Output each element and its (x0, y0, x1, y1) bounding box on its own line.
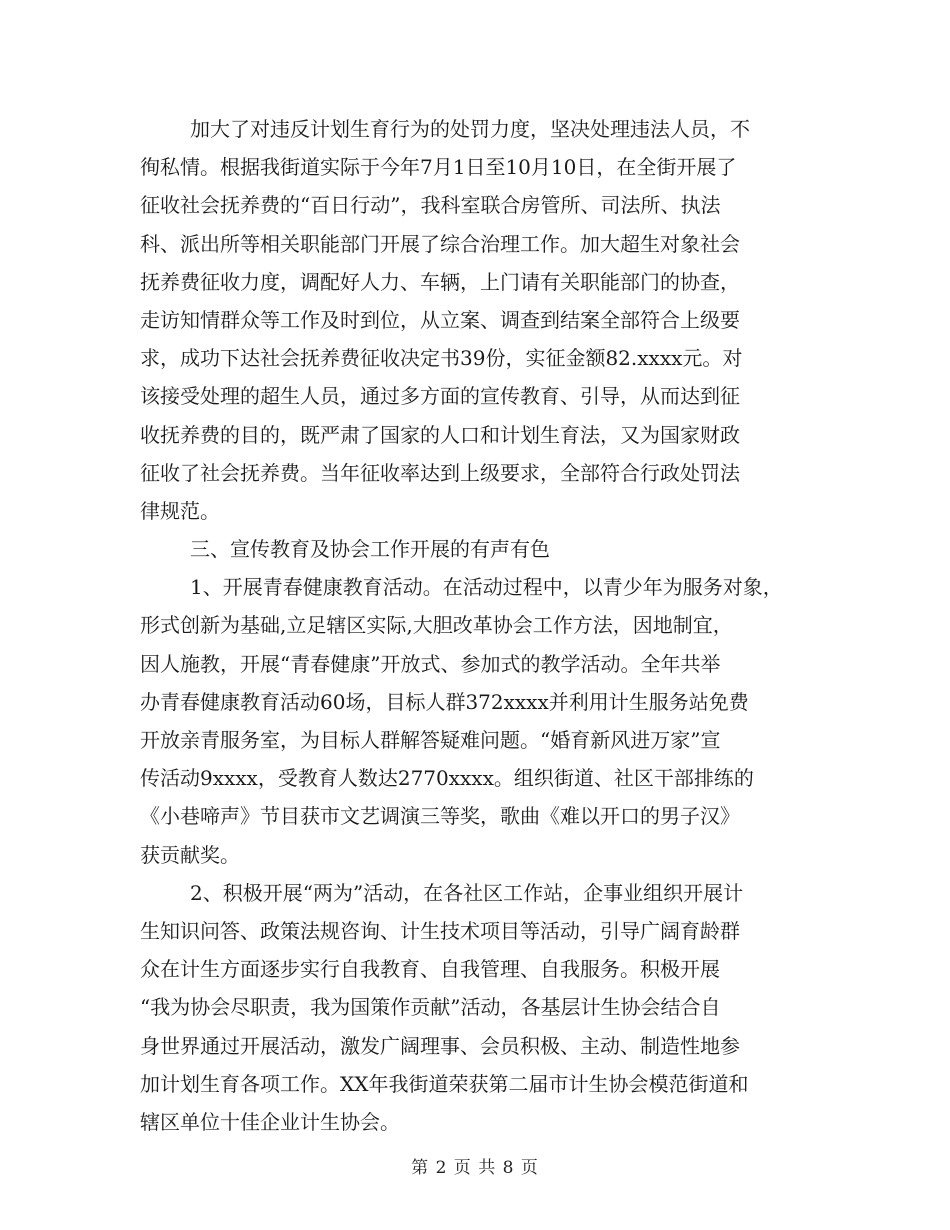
paragraph-line: 征收社会抚养费的“百日行动”，我科室联合房管所、司法所、执法 (140, 193, 721, 218)
paragraph-line: 求，成功下达社会抚养费征收决定书39份，实征金额82.xxxx元。对 (140, 346, 743, 371)
body-text (140, 110, 840, 1141)
paragraph-line: 因人施教，开展“青春健康”开放式、参加式的教学活动。全年共举 (140, 651, 721, 676)
paragraph-line: 徇私情。根据我街道实际于今年7月1日至10月10日，在全街开展了 (140, 155, 737, 180)
paragraph-line: 获贡献奖。 (140, 842, 240, 867)
paragraph-line: 收抚养费的目的，既严肃了国家的人口和计划生育法，又为国家财政 (140, 422, 740, 447)
paragraph-line: 办青春健康教育活动60场，目标人群372xxxx并利用计生服务站免费 (140, 689, 749, 714)
paragraph-line: 辖区单位十佳企业计生协会。 (140, 1109, 400, 1134)
section-heading: 三、宣传教育及协会工作开展的有声有色 (190, 537, 550, 562)
paragraph-line: 众在计生方面逐步实行自我教育、自我管理、自我服务。积极开展 (140, 957, 720, 982)
paragraph-line: 形式创新为基础,立足辖区实际,大胆改革协会工作方法，因地制宜， (140, 613, 733, 638)
paragraph-line: 身世界通过开展活动，激发广阔理事、会员积极、主动、制造性地参 (140, 1033, 740, 1058)
paragraph-line: 加大了对违反计划生育行为的处罚力度，坚决处理违法人员，不 (190, 117, 750, 141)
paragraph-line: 该接受处理的超生人员，通过多方面的宣传教育、引导，从而达到征 (140, 384, 740, 409)
paragraph-line: 《小巷啼声》节目获市文艺调演三等奖，歌曲《难以开口的男子汉》 (140, 804, 740, 829)
paragraph-line: “我为协会尽职责，我为国策作贡献”活动，各基层计生协会结合自 (140, 995, 721, 1020)
paragraph-line: 生知识问答、政策法规咨询、计生技术项目等活动，引导广阔育龄群 (140, 918, 740, 943)
paragraph-line: 开放亲青服务室，为目标人群解答疑难问题。“婚育新风进万家”宣 (140, 728, 721, 752)
paragraph-line: 走访知情群众等工作及时到位，从立案、调查到结案全部符合上级要 (140, 307, 740, 332)
paragraph-line: 2、积极开展“两为”活动，在各社区工作站，企事业组织开展计 (190, 880, 744, 905)
paragraph-line: 1、开展青春健康教育活动。在活动过程中，以青少年为服务对象， (190, 575, 783, 600)
paragraph-line: 律规范。 (140, 498, 220, 523)
paragraph-line: 加计划生育各项工作。XX年我街道荣获第二届市计生协会模范街道和 (140, 1071, 749, 1096)
page-footer: 第 2 页 共 8 页 (411, 1158, 539, 1178)
paragraph-line: 抚养费征收力度，调配好人力、车辆，上门请有关职能部门的协查， (140, 269, 740, 294)
paragraph-line: 征收了社会抚养费。当年征收率达到上级要求，全部符合行政处罚法 (140, 460, 740, 485)
paragraph-line: 科、派出所等相关职能部门开展了综合治理工作。加大超生对象社会 (140, 231, 740, 256)
paragraph-line: 传活动9xxxx，受教育人数达2770xxxx。组织街道、社区干部排练的 (140, 766, 754, 791)
